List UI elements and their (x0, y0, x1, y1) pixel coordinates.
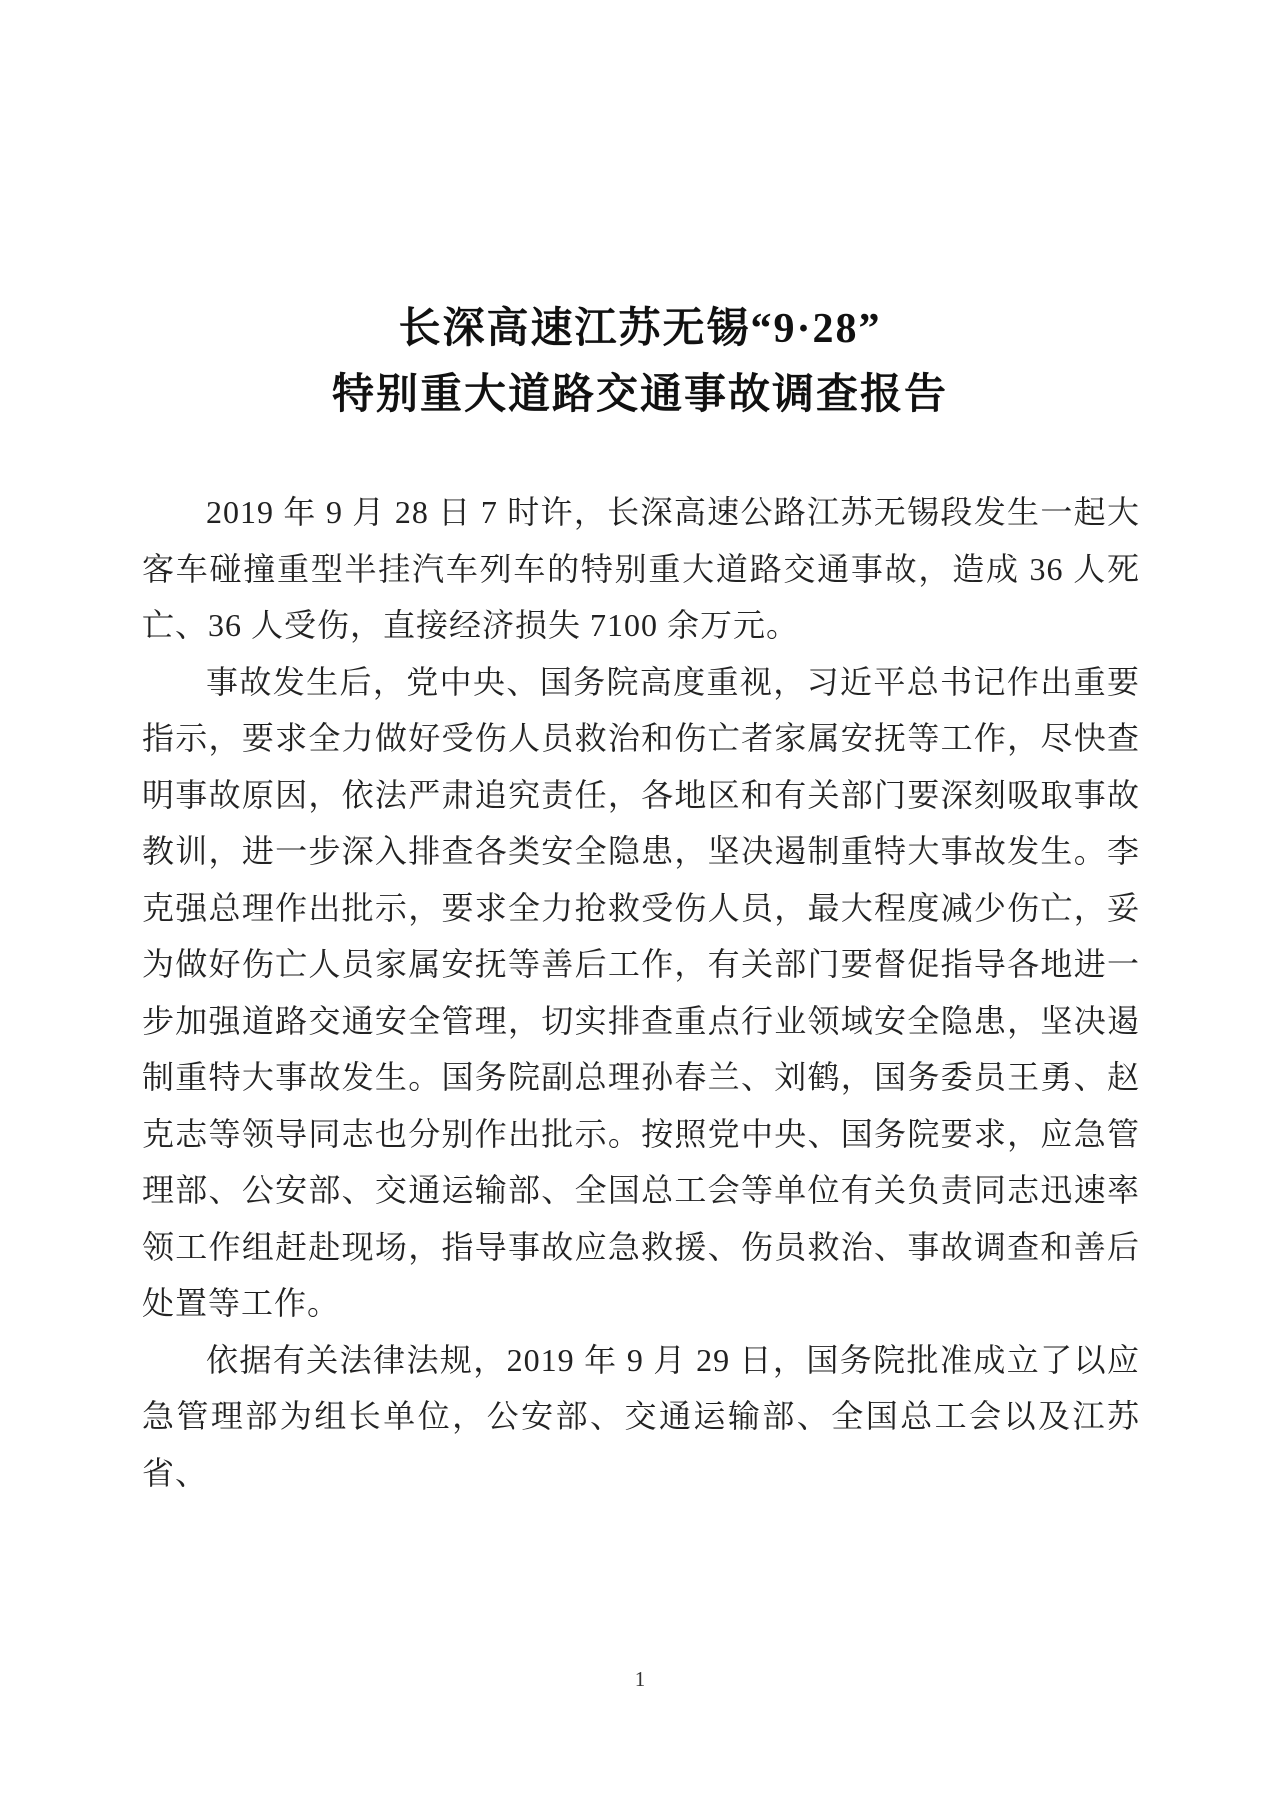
page-footer (0, 1667, 1280, 1692)
report-title (0, 28, 1280, 428)
paragraph-investigation-team: 依据有关法律法规，2019 年 9 月 29 日，国务院批准成立了以应急管理部为组长单位，公安部、交通运输部、全国总工会以及江苏省、 (142, 1341, 1140, 1491)
paragraph-leadership-response: 事故发生后，党中央、国务院高度重视，习近平总书记作出重要指示，要求全力做好受伤人员救治和伤亡者家属安抚等工作，尽快查明事故原因，依法严肃追究责任，各地区和有关部门要深刻吸取事故教训，进一步深入排查各类安全隐患，坚决遏制重特大事故发生。李克强总理作出批示，要求全力抢救受伤人员，最大程度减少伤亡，妥为做好伤亡人员家属安抚等善后工作，有关部门要督促指导各地进一步加强道路交通安全管理，切实排查重点行业领域安全隐患，坚决遏制重特大事故发生。国务院副总理孙春兰、刘鹤，国务委员王勇、赵克志等领导同志也分别作出批示。按照党中央、国务院要求，应急管理部、公安部、交通运输部、全国总工会等单位有关负责同志迅速率领工作组赶赴现场，指导事故应急救援、伤员救治、事故调查和善后处置等工作。 (142, 663, 1140, 1322)
report-title-line-2: 特别重大道路交通事故调查报告 (331, 372, 948, 419)
report-title-line-1: 长深高速江苏无锡“9·28” (398, 306, 882, 353)
paragraph-incident-summary: 2019 年 9 月 28 日 7 时许，长深高速公路江苏无锡段发生一起大客车碰撞重型半挂汽车列车的特别重大道路交通事故，造成 36 人死亡、36 人受伤，直接经济损失 7100 余万元。 (142, 494, 1140, 644)
page-number: 1 (634, 1667, 646, 1691)
report-body (142, 484, 1140, 1501)
